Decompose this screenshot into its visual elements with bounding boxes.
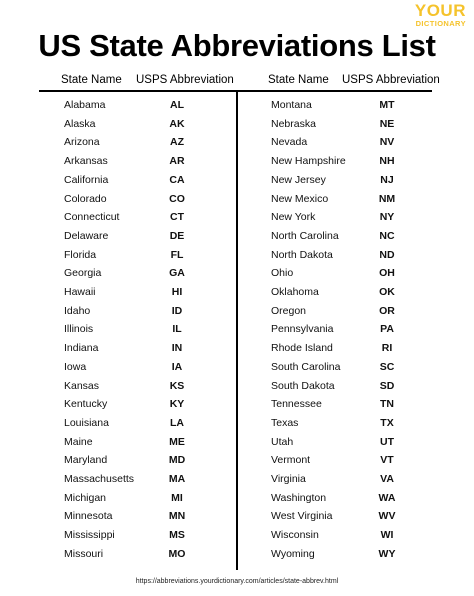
state-name: Connecticut: [64, 211, 120, 224]
state-name: Iowa: [64, 360, 87, 373]
state-abbreviation: IA: [171, 360, 183, 373]
state-name: Delaware: [64, 229, 109, 242]
state-name: Maine: [64, 435, 93, 448]
state-row: [0, 304, 474, 318]
state-abbreviation: TX: [380, 416, 394, 429]
state-abbreviation: NH: [379, 155, 395, 168]
state-abbreviation: NV: [379, 136, 395, 149]
state-row: [0, 509, 474, 523]
state-abbreviation: DE: [169, 229, 185, 242]
state-row: [0, 266, 474, 280]
state-name: Minnesota: [64, 510, 113, 523]
state-row: [0, 248, 474, 262]
state-abbreviation: PA: [380, 323, 394, 336]
state-abbreviation: ND: [379, 248, 395, 261]
page-title: US State Abbreviations List: [38, 28, 436, 63]
state-name: Ohio: [271, 267, 294, 280]
state-abbreviation: NJ: [380, 173, 394, 186]
state-abbreviation: GA: [169, 267, 185, 280]
state-name: South Dakota: [271, 379, 335, 392]
state-name: New Hampshire: [271, 155, 346, 168]
state-name: Louisiana: [64, 416, 109, 429]
state-abbreviation: MD: [168, 454, 186, 467]
state-abbreviation: OK: [379, 286, 395, 298]
state-name: Michigan: [64, 491, 107, 504]
state-abbreviation: SD: [379, 379, 395, 392]
state-row: [0, 210, 474, 224]
state-name: California: [64, 173, 109, 186]
state-abbreviation: WY: [378, 547, 396, 560]
state-row: [0, 435, 474, 449]
state-name: North Dakota: [271, 248, 333, 261]
state-row: [0, 379, 474, 393]
state-name: Virginia: [271, 473, 306, 485]
state-name: Nevada: [271, 136, 308, 149]
state-name: Wyoming: [271, 547, 315, 560]
state-abbreviation: SC: [379, 360, 395, 373]
state-row: [0, 528, 474, 542]
state-abbreviation: KS: [169, 379, 185, 392]
state-abbreviation: MI: [171, 491, 183, 504]
state-row: [0, 416, 474, 430]
state-abbreviation: NE: [379, 117, 395, 130]
state-row: [0, 472, 474, 486]
source-url: https://abbreviations.yourdictionary.com/articles/state-abbrev.html: [135, 578, 339, 585]
state-name: Texas: [271, 416, 299, 429]
state-name: Kansas: [64, 379, 100, 392]
state-row: [0, 360, 474, 374]
state-abbreviation: RI: [381, 342, 393, 355]
state-name: New Jersey: [271, 173, 326, 186]
state-row: [0, 154, 474, 168]
state-abbreviation: CT: [170, 211, 184, 224]
state-name: Indiana: [64, 342, 99, 355]
state-abbreviation: VA: [380, 473, 394, 485]
state-name: Florida: [64, 248, 97, 261]
state-row: [0, 229, 474, 243]
state-abbreviation: OH: [379, 267, 395, 280]
state-name: Mississippi: [64, 529, 115, 542]
logo-line-2: DICTIONARY: [415, 19, 466, 28]
state-abbreviation: MO: [168, 547, 186, 560]
state-row: [0, 173, 474, 187]
state-row: [0, 192, 474, 206]
state-abbreviation: VT: [380, 454, 394, 467]
yourdictionary-logo: [398, 2, 466, 28]
state-abbreviation: AK: [169, 117, 185, 130]
left-state-name-header: State Name: [61, 74, 122, 86]
state-row: [0, 341, 474, 355]
state-abbreviation: NY: [379, 211, 395, 224]
state-name: Alabama: [64, 99, 106, 111]
state-name: South Carolina: [271, 360, 341, 373]
state-name: Alaska: [64, 117, 96, 130]
state-abbreviation: IN: [171, 342, 183, 355]
state-name: Pennsylvania: [271, 323, 334, 336]
state-abbreviation: OR: [379, 304, 395, 317]
state-name: Idaho: [64, 304, 91, 317]
state-row: [0, 547, 474, 561]
state-abbreviation: WV: [378, 510, 396, 523]
state-abbreviation: HI: [171, 286, 183, 298]
state-abbreviation: MA: [168, 473, 186, 485]
state-abbreviation: AR: [169, 155, 185, 168]
state-abbreviation: MS: [169, 529, 185, 542]
state-name: Missouri: [64, 547, 104, 560]
state-row: [0, 135, 474, 149]
state-abbreviation: AL: [170, 99, 184, 111]
state-name: West Virginia: [271, 510, 333, 523]
state-name: Illinois: [64, 323, 94, 336]
state-name: Washington: [271, 491, 327, 504]
state-abbreviation: MT: [379, 99, 395, 111]
state-abbreviation: TN: [380, 398, 394, 411]
state-name: Georgia: [64, 267, 102, 280]
state-name: Wisconsin: [271, 529, 319, 542]
state-name: Hawaii: [64, 286, 96, 298]
state-name: Oregon: [271, 304, 307, 317]
state-row: [0, 491, 474, 505]
state-abbreviation: LA: [170, 416, 184, 429]
state-abbreviation: ID: [171, 304, 183, 317]
state-abbreviation: FL: [170, 248, 184, 261]
state-abbreviation: ME: [169, 435, 185, 448]
state-row: [0, 322, 474, 336]
state-name: Kentucky: [64, 398, 108, 411]
state-name: Maryland: [64, 454, 108, 467]
state-abbreviation: KY: [169, 398, 185, 411]
state-abbreviation: WA: [378, 491, 396, 504]
state-name: Massachusetts: [64, 473, 135, 485]
state-row: [0, 285, 474, 299]
right-state-name-header: State Name: [268, 74, 329, 86]
right-abbreviation-header: USPS Abbreviation: [342, 74, 440, 86]
state-row: [0, 453, 474, 467]
state-row: [0, 98, 474, 112]
state-abbreviation: CO: [169, 192, 185, 205]
state-name: Rhode Island: [271, 342, 333, 355]
logo-line-1: YOUR: [414, 1, 466, 20]
state-row: [0, 397, 474, 411]
state-abbreviation: IL: [172, 323, 182, 336]
state-name: Arkansas: [64, 155, 108, 168]
state-name: Nebraska: [271, 117, 316, 130]
state-name: Oklahoma: [271, 286, 319, 298]
state-name: North Carolina: [271, 229, 339, 242]
state-name: New Mexico: [271, 192, 329, 205]
state-abbreviation: WI: [380, 529, 394, 542]
state-name: Tennessee: [271, 398, 322, 411]
state-name: Montana: [271, 99, 312, 111]
state-abbreviation: NM: [378, 192, 396, 205]
state-name: New York: [271, 211, 316, 224]
state-abbreviation: NC: [379, 229, 395, 242]
state-name: Arizona: [64, 136, 100, 149]
state-name: Utah: [271, 435, 294, 448]
left-abbreviation-header: USPS Abbreviation: [136, 74, 234, 86]
state-name: Colorado: [64, 192, 107, 205]
state-abbreviation: AZ: [170, 136, 184, 149]
state-abbreviation: UT: [380, 435, 394, 448]
state-abbreviation: MN: [168, 510, 186, 523]
state-abbreviation: CA: [169, 173, 185, 186]
state-row: [0, 117, 474, 131]
state-name: Vermont: [271, 454, 311, 467]
